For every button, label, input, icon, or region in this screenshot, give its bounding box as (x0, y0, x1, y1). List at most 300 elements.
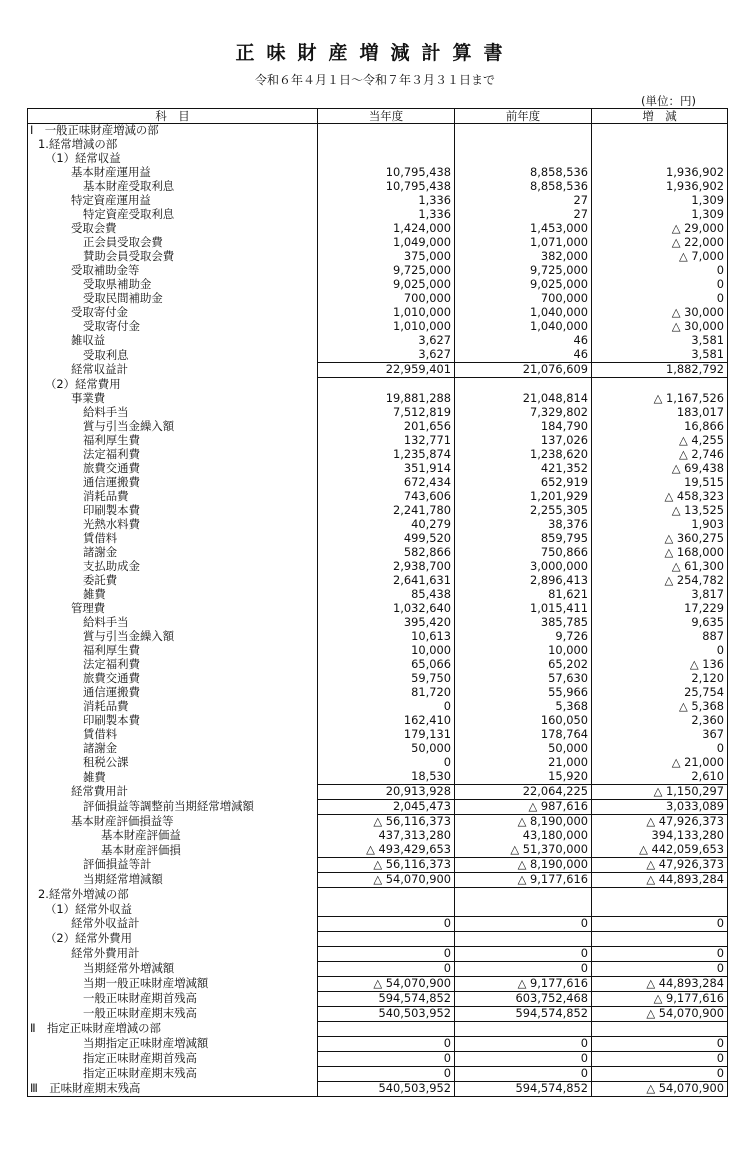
current-year-value: 50,000 (318, 742, 455, 756)
table-row (28, 800, 728, 815)
previous-year-value: 160,050 (455, 714, 592, 728)
row-label: 給料手当 (28, 616, 318, 630)
financial-statement-table (27, 108, 728, 1097)
difference-value: △ 21,000 (592, 756, 728, 770)
previous-year-value: 38,376 (455, 518, 592, 532)
current-year-value: 1,032,640 (318, 602, 455, 616)
table-row (28, 574, 728, 588)
current-year-value: 0 (318, 756, 455, 770)
difference-value: 0 (592, 1067, 728, 1082)
row-label: 当期一般正味財産増減額 (28, 977, 318, 992)
current-year-value: 700,000 (318, 292, 455, 306)
row-label: 旅費交通費 (28, 672, 318, 686)
previous-year-value: 0 (455, 917, 592, 932)
difference-value: △ 44,893,284 (592, 873, 728, 888)
previous-year-value: 178,764 (455, 728, 592, 742)
current-year-value: 0 (318, 700, 455, 714)
difference-value: △ 9,177,616 (592, 992, 728, 1007)
difference-value: 17,229 (592, 602, 728, 616)
current-year-value (318, 902, 455, 917)
row-label: 雑費 (28, 770, 318, 785)
row-label: 基本財産評価損益等 (28, 815, 318, 830)
row-label: 賃借料 (28, 532, 318, 546)
difference-value: △ 22,000 (592, 236, 728, 250)
table-row (28, 504, 728, 518)
previous-year-value: 0 (455, 1052, 592, 1067)
current-year-value: 132,771 (318, 434, 455, 448)
previous-year-value: 5,368 (455, 700, 592, 714)
header-subject: 科 目 (28, 109, 318, 124)
table-row (28, 166, 728, 180)
table-row (28, 785, 728, 800)
difference-value (592, 138, 728, 152)
current-year-value (318, 1022, 455, 1037)
current-year-value: 2,045,473 (318, 800, 455, 815)
row-label: 2.経常外増減の部 (28, 888, 318, 903)
current-year-value: 743,606 (318, 490, 455, 504)
row-label: 受取寄付金 (28, 320, 318, 334)
current-year-value (318, 888, 455, 903)
current-year-value: 9,025,000 (318, 278, 455, 292)
table-row (28, 152, 728, 166)
table-row (28, 992, 728, 1007)
previous-year-value: 8,858,536 (455, 180, 592, 194)
previous-year-value (455, 378, 592, 393)
current-year-value: 19,881,288 (318, 392, 455, 406)
previous-year-value: 81,621 (455, 588, 592, 602)
difference-value: △ 61,300 (592, 560, 728, 574)
difference-value: △ 54,070,900 (592, 1007, 728, 1022)
previous-year-value: 8,858,536 (455, 166, 592, 180)
current-year-value: 395,420 (318, 616, 455, 630)
previous-year-value: 421,352 (455, 462, 592, 476)
row-label: 経常外費用計 (28, 947, 318, 962)
previous-year-value: 0 (455, 1037, 592, 1052)
row-label: 賛助会員受取会費 (28, 250, 318, 264)
previous-year-value: 2,255,305 (455, 504, 592, 518)
current-year-value: 540,503,952 (318, 1082, 455, 1097)
row-label: （2）経常外費用 (28, 932, 318, 947)
difference-value: 3,581 (592, 348, 728, 363)
row-label: 通信運搬費 (28, 686, 318, 700)
difference-value (592, 152, 728, 166)
difference-value: 3,033,089 (592, 800, 728, 815)
table-row (28, 320, 728, 334)
row-label: 印刷製本費 (28, 504, 318, 518)
row-label: 経常費用計 (28, 785, 318, 800)
previous-year-value: 9,025,000 (455, 278, 592, 292)
previous-year-value: 1,238,620 (455, 448, 592, 462)
row-label: 法定福利費 (28, 658, 318, 672)
current-year-value: 10,795,438 (318, 180, 455, 194)
previous-year-value (455, 932, 592, 947)
table-row (28, 476, 728, 490)
previous-year-value: △ 8,190,000 (455, 858, 592, 873)
row-label: 福利厚生費 (28, 644, 318, 658)
row-label: 基本財産受取利息 (28, 180, 318, 194)
table-row (28, 194, 728, 208)
current-year-value: △ 54,070,900 (318, 873, 455, 888)
difference-value: △ 136 (592, 658, 728, 672)
fiscal-period: 令和６年４月１日～令和７年３月３１日まで (254, 73, 495, 87)
previous-year-value: 750,866 (455, 546, 592, 560)
row-label: 一般正味財産期首残高 (28, 992, 318, 1007)
difference-value: △ 47,926,373 (592, 815, 728, 830)
row-label: 受取会費 (28, 222, 318, 236)
current-year-value: 40,279 (318, 518, 455, 532)
table-row (28, 560, 728, 574)
row-label: 租税公課 (28, 756, 318, 770)
current-year-value: 81,720 (318, 686, 455, 700)
table-row (28, 770, 728, 785)
current-year-value: 437,313,280 (318, 829, 455, 843)
difference-value: 25,754 (592, 686, 728, 700)
difference-value: △ 44,893,284 (592, 977, 728, 992)
table-row (28, 378, 728, 393)
table-row (28, 222, 728, 236)
current-year-value: △ 56,116,373 (318, 815, 455, 830)
previous-year-value: 10,000 (455, 644, 592, 658)
current-year-value: 1,336 (318, 208, 455, 222)
current-year-value: 1,424,000 (318, 222, 455, 236)
difference-value: 16,866 (592, 420, 728, 434)
table-row (28, 1037, 728, 1052)
table-row (28, 843, 728, 858)
difference-value (592, 888, 728, 903)
table-row (28, 672, 728, 686)
table-row (28, 962, 728, 977)
row-label: 旅費交通費 (28, 462, 318, 476)
difference-value (592, 902, 728, 917)
table-row (28, 236, 728, 250)
previous-year-value (455, 152, 592, 166)
previous-year-value (455, 138, 592, 152)
table-row (28, 1052, 728, 1067)
difference-value: 0 (592, 742, 728, 756)
row-label: 委託費 (28, 574, 318, 588)
table-row (28, 518, 728, 532)
previous-year-value: 1,453,000 (455, 222, 592, 236)
difference-value: △ 7,000 (592, 250, 728, 264)
difference-value: 1,903 (592, 518, 728, 532)
previous-year-value: 9,726 (455, 630, 592, 644)
current-year-value: 59,750 (318, 672, 455, 686)
previous-year-value: 43,180,000 (455, 829, 592, 843)
difference-value: 2,360 (592, 714, 728, 728)
table-header-row (28, 109, 728, 124)
previous-year-value: 2,896,413 (455, 574, 592, 588)
current-year-value: 179,131 (318, 728, 455, 742)
table-row (28, 700, 728, 714)
row-label: 当期経常外増減額 (28, 962, 318, 977)
previous-year-value: △ 9,177,616 (455, 873, 592, 888)
current-year-value: 162,410 (318, 714, 455, 728)
previous-year-value: 1,201,929 (455, 490, 592, 504)
table-row (28, 138, 728, 152)
difference-value: 19,515 (592, 476, 728, 490)
row-label: 評価損益等調整前当期経常増減額 (28, 800, 318, 815)
current-year-value (318, 932, 455, 947)
previous-year-value: 22,064,225 (455, 785, 592, 800)
previous-year-value: 21,048,814 (455, 392, 592, 406)
current-year-value: 1,010,000 (318, 320, 455, 334)
table-row (28, 616, 728, 630)
table-row (28, 888, 728, 903)
row-label: 1.経常増減の部 (28, 138, 318, 152)
previous-year-value: 27 (455, 194, 592, 208)
row-label: 受取補助金等 (28, 264, 318, 278)
table-row (28, 490, 728, 504)
current-year-value: 351,914 (318, 462, 455, 476)
table-row (28, 278, 728, 292)
row-label: （1）経常収益 (28, 152, 318, 166)
current-year-value: 0 (318, 947, 455, 962)
previous-year-value: 385,785 (455, 616, 592, 630)
current-year-value: 2,241,780 (318, 504, 455, 518)
current-year-value (318, 378, 455, 393)
difference-value: 0 (592, 947, 728, 962)
current-year-value (318, 152, 455, 166)
difference-value: 0 (592, 1052, 728, 1067)
row-label: 基本財産運用益 (28, 166, 318, 180)
difference-value: 394,133,280 (592, 829, 728, 843)
current-year-value: 2,938,700 (318, 560, 455, 574)
current-year-value (318, 138, 455, 152)
current-year-value: 0 (318, 1052, 455, 1067)
current-year-value: 7,512,819 (318, 406, 455, 420)
previous-year-value (455, 888, 592, 903)
current-year-value: △ 56,116,373 (318, 858, 455, 873)
table-row (28, 180, 728, 194)
current-year-value: 540,503,952 (318, 1007, 455, 1022)
table-row (28, 815, 728, 830)
table-row (28, 1082, 728, 1097)
table-row (28, 602, 728, 616)
difference-value: △ 1,167,526 (592, 392, 728, 406)
row-label: 消耗品費 (28, 490, 318, 504)
difference-value: 0 (592, 962, 728, 977)
difference-value: △ 168,000 (592, 546, 728, 560)
row-label: 基本財産評価損 (28, 843, 318, 858)
row-label: 諸謝金 (28, 742, 318, 756)
difference-value: △ 360,275 (592, 532, 728, 546)
previous-year-value: △ 9,177,616 (455, 977, 592, 992)
difference-value: 0 (592, 917, 728, 932)
table-row (28, 630, 728, 644)
row-label: 受取利息 (28, 348, 318, 363)
difference-value: △ 458,323 (592, 490, 728, 504)
current-year-value: 499,520 (318, 532, 455, 546)
previous-year-value: 859,795 (455, 532, 592, 546)
difference-value (592, 124, 728, 139)
table-row (28, 658, 728, 672)
current-year-value: 1,010,000 (318, 306, 455, 320)
current-year-value: △ 493,429,653 (318, 843, 455, 858)
table-row (28, 644, 728, 658)
previous-year-value: 46 (455, 348, 592, 363)
difference-value: 1,936,902 (592, 180, 728, 194)
table-row (28, 858, 728, 873)
current-year-value: 0 (318, 962, 455, 977)
previous-year-value: 57,630 (455, 672, 592, 686)
table-row (28, 264, 728, 278)
row-label: 雑費 (28, 588, 318, 602)
current-year-value: 0 (318, 1037, 455, 1052)
difference-value (592, 932, 728, 947)
previous-year-value (455, 1022, 592, 1037)
table-row (28, 1067, 728, 1082)
previous-year-value: 0 (455, 1067, 592, 1082)
table-row (28, 829, 728, 843)
difference-value: 0 (592, 1037, 728, 1052)
row-label: 受取民間補助金 (28, 292, 318, 306)
previous-year-value: 1,040,000 (455, 320, 592, 334)
row-label: 指定正味財産期首残高 (28, 1052, 318, 1067)
difference-value: △ 69,438 (592, 462, 728, 476)
current-year-value: 201,656 (318, 420, 455, 434)
previous-year-value: 1,015,411 (455, 602, 592, 616)
previous-year-value: 700,000 (455, 292, 592, 306)
previous-year-value: 594,574,852 (455, 1082, 592, 1097)
previous-year-value (455, 902, 592, 917)
table-row (28, 947, 728, 962)
row-label: 給料手当 (28, 406, 318, 420)
unit-label: (単位：円) (641, 94, 696, 108)
row-label: 当期指定正味財産増減額 (28, 1037, 318, 1052)
table-row (28, 873, 728, 888)
current-year-value: 3,627 (318, 334, 455, 348)
table-body (28, 124, 728, 1097)
row-label: （1）経常外収益 (28, 902, 318, 917)
difference-value: △ 442,059,653 (592, 843, 728, 858)
table-row (28, 392, 728, 406)
difference-value: △ 2,746 (592, 448, 728, 462)
row-label: Ⅱ 指定正味財産増減の部 (28, 1022, 318, 1037)
row-label: 賞与引当金繰入額 (28, 630, 318, 644)
row-label: 特定資産運用益 (28, 194, 318, 208)
difference-value: △ 30,000 (592, 320, 728, 334)
current-year-value: 9,725,000 (318, 264, 455, 278)
previous-year-value: 46 (455, 334, 592, 348)
difference-value: △ 54,070,900 (592, 1082, 728, 1097)
table-row (28, 348, 728, 363)
difference-value: 183,017 (592, 406, 728, 420)
header-difference: 増 減 (592, 109, 728, 124)
previous-year-value: 603,752,468 (455, 992, 592, 1007)
table-row (28, 124, 728, 139)
current-year-value: 0 (318, 917, 455, 932)
previous-year-value: 55,966 (455, 686, 592, 700)
current-year-value: 582,866 (318, 546, 455, 560)
table-row (28, 1007, 728, 1022)
previous-year-value: 0 (455, 947, 592, 962)
difference-value: 0 (592, 644, 728, 658)
current-year-value: 1,336 (318, 194, 455, 208)
table-row (28, 306, 728, 320)
row-label: 指定正味財産期末残高 (28, 1067, 318, 1082)
current-year-value: 22,959,401 (318, 363, 455, 378)
previous-year-value: 652,919 (455, 476, 592, 490)
difference-value: △ 30,000 (592, 306, 728, 320)
difference-value: 1,309 (592, 194, 728, 208)
statement-title: 正味財産増減計算書 (235, 42, 515, 64)
table-row (28, 406, 728, 420)
previous-year-value: 1,040,000 (455, 306, 592, 320)
difference-value: 3,817 (592, 588, 728, 602)
previous-year-value: 27 (455, 208, 592, 222)
difference-value: △ 29,000 (592, 222, 728, 236)
current-year-value: 672,434 (318, 476, 455, 490)
table-row (28, 363, 728, 378)
row-label: 基本財産評価益 (28, 829, 318, 843)
current-year-value: 10,613 (318, 630, 455, 644)
row-label: 賃借料 (28, 728, 318, 742)
table-row (28, 420, 728, 434)
current-year-value: 0 (318, 1067, 455, 1082)
row-label: 正会員受取会費 (28, 236, 318, 250)
table-row (28, 932, 728, 947)
row-label: 法定福利費 (28, 448, 318, 462)
table-row (28, 292, 728, 306)
current-year-value (318, 124, 455, 139)
current-year-value: 85,438 (318, 588, 455, 602)
table-row (28, 250, 728, 264)
difference-value (592, 378, 728, 393)
current-year-value: 1,235,874 (318, 448, 455, 462)
previous-year-value: 184,790 (455, 420, 592, 434)
current-year-value: 375,000 (318, 250, 455, 264)
difference-value: △ 13,525 (592, 504, 728, 518)
row-label: 事業費 (28, 392, 318, 406)
difference-value: 9,635 (592, 616, 728, 630)
difference-value: 1,309 (592, 208, 728, 222)
current-year-value: 1,049,000 (318, 236, 455, 250)
table-row (28, 448, 728, 462)
header-previous-year: 前年度 (455, 109, 592, 124)
row-label: 諸謝金 (28, 546, 318, 560)
row-label: 通信運搬費 (28, 476, 318, 490)
row-label: 経常外収益計 (28, 917, 318, 932)
previous-year-value: 1,071,000 (455, 236, 592, 250)
table-row (28, 434, 728, 448)
table-row (28, 917, 728, 932)
row-label: 管理費 (28, 602, 318, 616)
previous-year-value: 3,000,000 (455, 560, 592, 574)
previous-year-value: 137,026 (455, 434, 592, 448)
table-row (28, 1022, 728, 1037)
previous-year-value: △ 8,190,000 (455, 815, 592, 830)
difference-value: 0 (592, 292, 728, 306)
table-row (28, 334, 728, 348)
previous-year-value: △ 51,370,000 (455, 843, 592, 858)
previous-year-value: 50,000 (455, 742, 592, 756)
row-label: 一般正味財産期末残高 (28, 1007, 318, 1022)
previous-year-value: △ 987,616 (455, 800, 592, 815)
table-row (28, 686, 728, 700)
table-row (28, 977, 728, 992)
row-label: 賞与引当金繰入額 (28, 420, 318, 434)
row-label: 経常収益計 (28, 363, 318, 378)
row-label: 福利厚生費 (28, 434, 318, 448)
header-current-year: 当年度 (318, 109, 455, 124)
difference-value (592, 1022, 728, 1037)
table-row (28, 546, 728, 560)
row-label: 消耗品費 (28, 700, 318, 714)
difference-value: 887 (592, 630, 728, 644)
table-row (28, 588, 728, 602)
row-label: 支払助成金 (28, 560, 318, 574)
difference-value: △ 5,368 (592, 700, 728, 714)
